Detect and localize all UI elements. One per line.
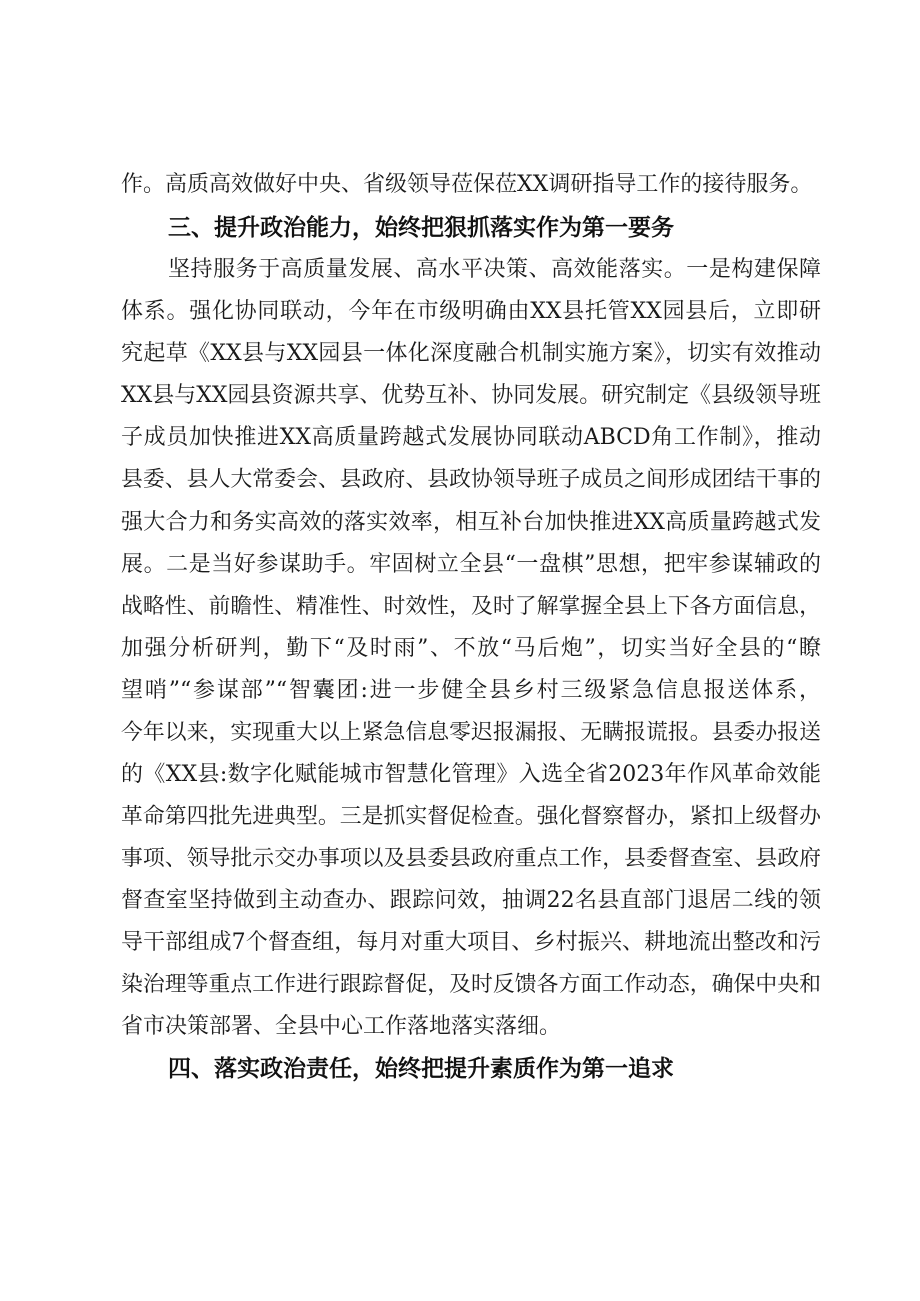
paragraph-line: 战略性、前瞻性、精准性、时效性，及时了解掌握全县上下各方面信息， xyxy=(121,594,821,619)
paragraph-line: 的《XX县:数字化赋能城市智慧化管理》入选全省2023年作风革命效能 xyxy=(121,762,821,787)
paragraph-line: 展。二是当好参谋助手。牢固树立全县“一盘棋”思想，把牢参谋辅政的 xyxy=(121,552,821,577)
paragraph-line: 督查室坚持做到主动查办、跟踪问效，抽调22名县直部门退居二线的领 xyxy=(121,888,821,913)
paragraph-line: 究起草《XX县与XX园县一体化深度融合机制实施方案》，切实有效推动 xyxy=(121,341,821,366)
paragraph-line: 染治理等重点工作进行跟踪督促，及时反馈各方面工作动态，确保中央和 xyxy=(121,972,821,997)
paragraph-line: 望哨”“参谋部”“智囊团:进一步健全县乡村三级紧急信息报送体系， xyxy=(121,678,821,703)
paragraph-line: 省市决策部署、全县中心工作落地落实落细。 xyxy=(121,1014,562,1039)
paragraph-line: XX县与XX园县资源共享、优势互补、协同发展。研究制定《县级领导班 xyxy=(121,383,821,408)
opening-line: 作。高质高效做好中央、省级领导莅保莅XX调研指导工作的接待服务。 xyxy=(121,172,813,197)
section-3-heading: 三、提升政治能力，始终把狠抓落实作为第一要务 xyxy=(168,215,674,241)
paragraph-line: 革命第四批先进典型。三是抓实督促检查。强化督察督办，紧扣上级督办 xyxy=(121,804,821,829)
paragraph-line: 强大合力和务实高效的落实效率，相互补台加快推进XX高质量跨越式发 xyxy=(121,510,821,535)
paragraph-line: 导干部组成7个督查组，每月对重大项目、乡村振兴、耕地流出整改和污 xyxy=(121,930,821,955)
paragraph-line: 子成员加快推进XX高质量跨越式发展协同联动ABCD角工作制》，推动 xyxy=(121,425,821,450)
paragraph-line: 加强分析研判，勤下“及时雨”、不放“马后炮”，切实当好全县的“瞭 xyxy=(121,636,821,661)
section-4-heading: 四、落实政治责任，始终把提升素质作为第一追求 xyxy=(168,1056,674,1082)
paragraph-line: 县委、县人大常委会、县政府、县政协领导班子成员之间形成团结干事的 xyxy=(121,467,821,492)
paragraph-line: 体系。强化协同联动，今年在市级明确由XX县托管XX园县后，立即研 xyxy=(121,299,821,324)
paragraph-line: 事项、领导批示交办事项以及县委县政府重点工作，县委督查室、县政府 xyxy=(121,846,821,871)
paragraph-line: 坚持服务于高质量发展、高水平决策、高效能落实。一是构建保障 xyxy=(168,257,821,282)
paragraph-line: 今年以来，实现重大以上紧急信息零迟报漏报、无瞒报谎报。县委办报送 xyxy=(121,720,821,745)
